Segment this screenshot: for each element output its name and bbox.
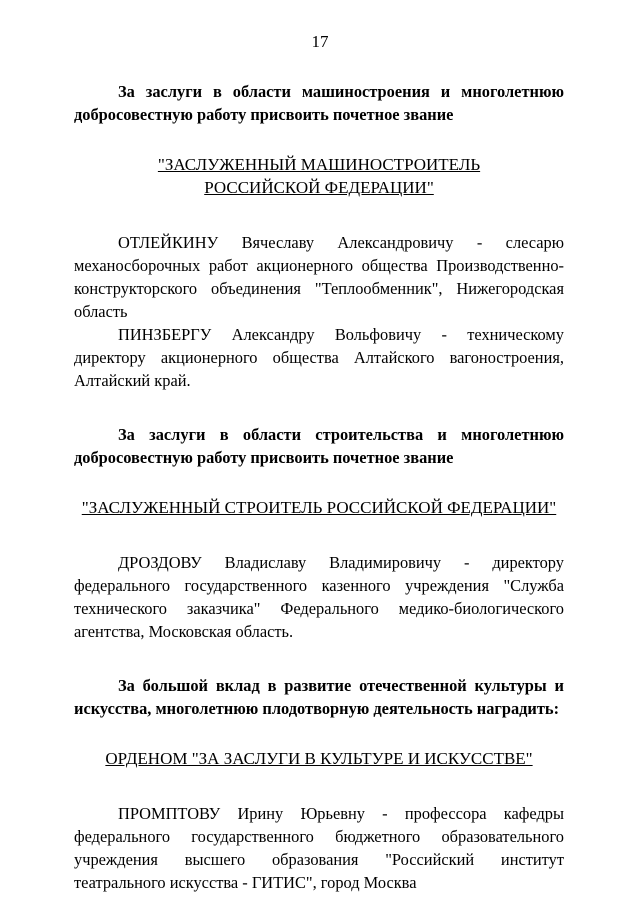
award-entry: ПИНЗБЕРГУ Александру Вольфовичу - техническому директору акционерного общества Алтайского вагоностроения, Алтайский край. xyxy=(74,325,564,390)
document-body xyxy=(74,80,564,894)
section-intro: За заслуги в области машиностроения и многолетнюю добросовестную работу присвоить почетное звание xyxy=(74,82,564,124)
award-section-culture xyxy=(74,674,564,894)
award-section-construction xyxy=(74,423,564,643)
section-intro: За большой вклад в развитие отечественной культуры и искусства, многолетнюю плодотворную деятельность наградить: xyxy=(74,676,564,718)
award-title xyxy=(74,153,564,199)
award-title-line: "ЗАСЛУЖЕННЫЙ МАШИНОСТРОИТЕЛЬ xyxy=(157,155,481,174)
award-entry: ОТЛЕЙКИНУ Вячеславу Александровичу - слесарю механосборочных работ акционерного общества Производственно-конструкторского объединения "Теплообменник", Нижегородская область xyxy=(74,233,564,321)
award-title-line: РОССИЙСКОЙ ФЕДЕРАЦИИ" xyxy=(204,178,434,197)
award-title-line: "ЗАСЛУЖЕННЫЙ СТРОИТЕЛЬ РОССИЙСКОЙ ФЕДЕРАЦИИ" xyxy=(81,498,557,517)
award-title-line: ОРДЕНОМ "ЗА ЗАСЛУГИ В КУЛЬТУРЕ И ИСКУССТВЕ" xyxy=(105,749,533,768)
award-entry: ДРОЗДОВУ Владиславу Владимировичу - директору федерального государственного казенного учреждения "Служба технического заказчика" Федерального медико-биологического агентства, Московская область. xyxy=(74,553,564,641)
section-intro: За заслуги в области строительства и многолетнюю добросовестную работу присвоить почетное звание xyxy=(74,425,564,467)
award-title xyxy=(74,496,564,519)
award-entry: ПРОМПТОВУ Ирину Юрьевну - профессора кафедры федерального государственного бюджетного образовательного учреждения высшего образования "Российский институт театрального искусства - ГИТИС", город Москва xyxy=(74,804,564,892)
page-number: 17 xyxy=(311,32,329,51)
award-section-machine-building xyxy=(74,80,564,392)
award-title xyxy=(74,747,564,770)
